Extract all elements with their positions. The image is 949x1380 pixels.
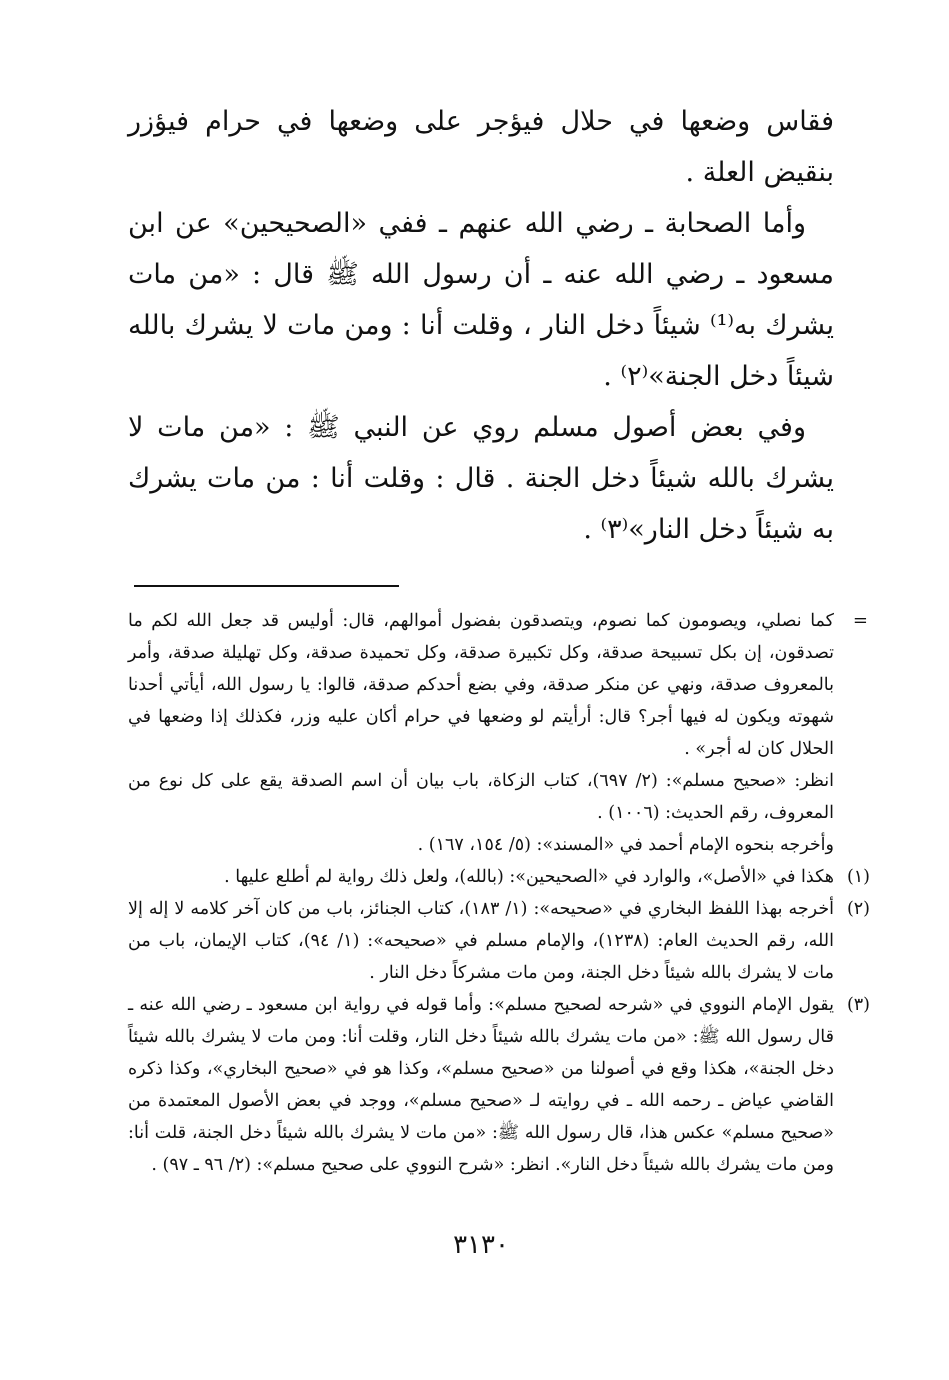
page-number: ٣١٣٠ bbox=[453, 1230, 509, 1260]
footnotes-section bbox=[128, 605, 870, 1181]
main-paragraph-1: فقاس وضعها في حلال فيؤجر على وضعها في حرام فيؤزر بنقيض العلة . bbox=[128, 106, 834, 188]
footnote-continuation-text: كما نصلي، ويصومون كما نصوم، ويتصدقون بفضول أموالهم، قال: أوليس قد جعل الله لكم ما تصدقون، إن بكل تسبيحة صدقة، وكل تكبيرة صدقة، وكل تحميدة صدقة، وكل تهليلة صدقة، وأمر بالمعروف صدقة، ونهي عن منكر صدقة، وفي بضع أحدكم صدقة، قالوا: يا رسول الله، أيأتي أحدنا شهوته ويكون له فيها أجر؟ قال: أرأيتم لو وضعها في حرام أكان عليه وزر، فكذلك إذا وضعها في الحلال كان له أجر» . bbox=[128, 611, 834, 759]
footnote-text: يقول الإمام النووي في «شرحه لصحيح مسلم»: وأما قوله في رواية ابن مسعود ـ رضي الله عنه ـ قال رسول الله ﷺ: «من مات يشرك بالله شيئاً دخل النار، وقلت أنا: ومن مات لا يشرك بالله شيئاً دخل الجنة»، هكذا وقع في أصولنا من «صحيح مسلم»، وكذا هو في «صحيح البخاري»، وكذا ذكره القاضي عياض ـ رحمه الله ـ في روايته لـ «صحيح مسلم»، ووجد في بعض الأصول المعتمدة من «صحيح مسلم» عكس هذا، قال رسول الله ﷺ: «من مات لا يشرك بالله شيئاً دخل الجنة، قلت أنا: ومن مات يشرك بالله شيئاً دخل النار». انظر: «شرح النووي على صحيح مسلم»: (٢/ ٩٦ ـ ٩٧) . bbox=[128, 995, 834, 1175]
document-page bbox=[128, 96, 870, 1356]
main-text-body bbox=[128, 96, 834, 555]
footnote-continuation-ref-1: انظر: «صحيح مسلم»: (٢/ ٦٩٧)، كتاب الزكاة، باب بيان أن اسم الصدقة يقع على كل نوع من المعروف، رقم الحديث: (١٠٠٦) . bbox=[128, 771, 834, 823]
footnote-number: (١) bbox=[846, 867, 870, 887]
footnote-2 bbox=[128, 893, 870, 989]
footnote-text: أخرجه بهذا اللفظ البخاري في «صحيحه»: (١/ ١٨٣)، كتاب الجنائز، باب من كان آخر كلامه لا إله إلا الله، رقم الحديث العام: (١٢٣٨)، والإمام مسلم في «صحيحه»: (١/ ٩٤)، كتاب الإيمان، باب من مات لا يشرك بالله شيئاً دخل الجنة، ومن مات مشركاً دخل النار . bbox=[128, 899, 835, 983]
main-paragraph-3: وفي بعض أصول مسلم روي عن النبي ﷺ : «من مات لا يشرك بالله شيئاً دخل الجنة . قال : وقلت أنا : من مات يشرك به شيئاً دخل النار»⁽٣⁾ . bbox=[128, 412, 834, 545]
continuation-mark: = bbox=[852, 610, 868, 631]
footnote-continuation-ref-2: وأخرجه بنحوه الإمام أحمد في «المسند»: (٥/ ١٥٤، ١٦٧) . bbox=[417, 835, 834, 855]
footnote-separator-line bbox=[134, 585, 399, 587]
footnote-continuation bbox=[128, 605, 868, 861]
footnote-number: (٣) bbox=[846, 995, 870, 1015]
main-paragraph-2: وأما الصحابة ـ رضي الله عنهم ـ ففي «الصحيحين» عن ابن مسعود ـ رضي الله عنه ـ أن رسول الله ﷺ قال : «من مات يشرك به⁽¹⁾ شيئاً دخل النار ، وقلت أنا : ومن مات لا يشرك بالله شيئاً دخل الجنة»⁽٢⁾ . bbox=[128, 208, 834, 392]
footnote-3 bbox=[128, 989, 870, 1181]
footnote-1 bbox=[128, 861, 870, 893]
footnote-text: هكذا في «الأصل»، والوارد في «الصحيحين»: (بالله)، ولعل ذلك رواية لم أطلع عليها . bbox=[224, 867, 834, 887]
footnote-separator bbox=[128, 585, 834, 587]
footnote-number: (٢) bbox=[846, 899, 870, 919]
